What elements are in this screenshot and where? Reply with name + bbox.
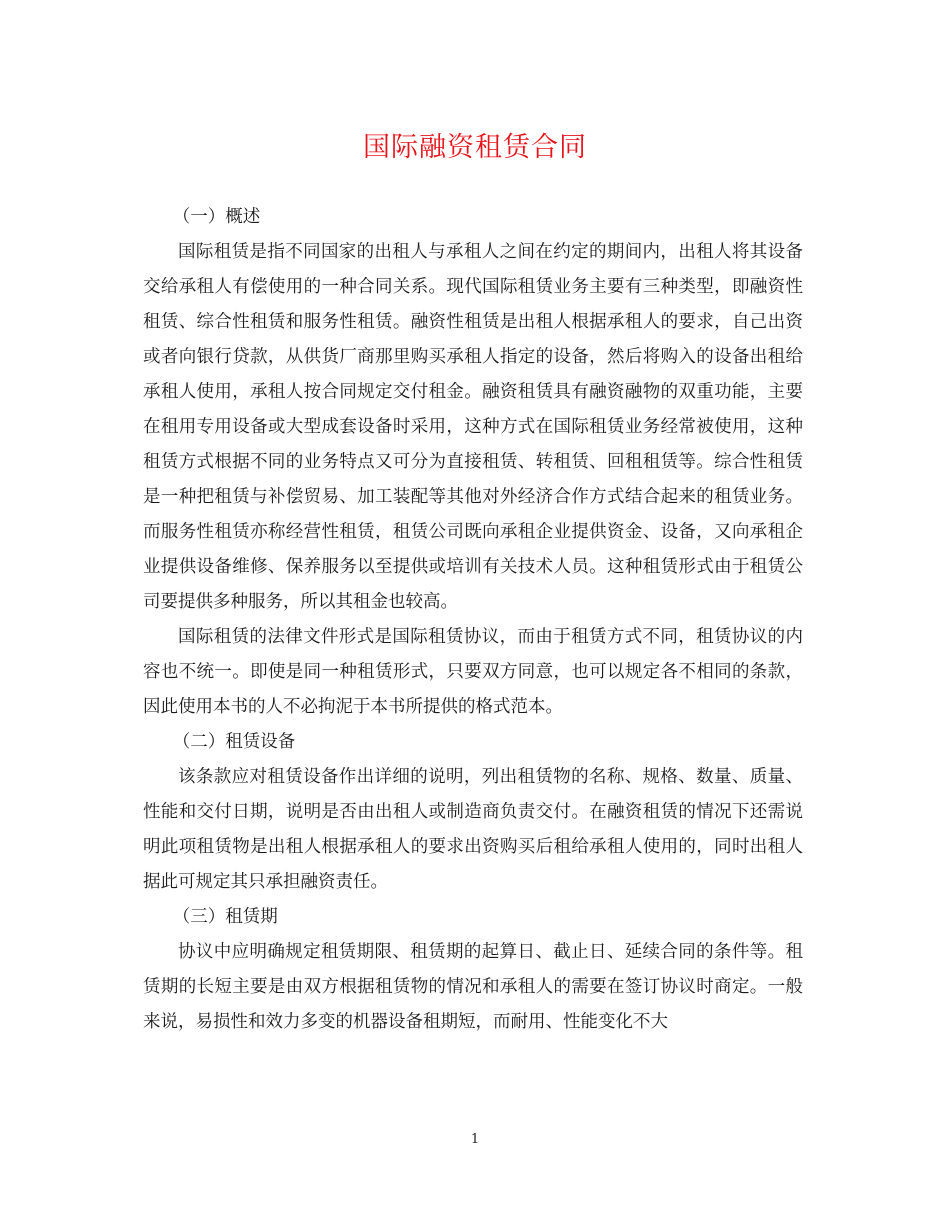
document-body: [143, 200, 803, 1040]
paragraph: 国际租赁的法律文件形式是国际租赁协议，而由于租赁方式不同，租赁协议的内容也不统一。即使是同一种租赁形式，只要双方同意，也可以规定各不相同的条款，因此使用本书的人不必拘泥于本书所提供的格式范本。: [143, 627, 803, 717]
section-heading: （一）概述: [172, 207, 261, 227]
paragraph: 该条款应对租赁设备作出详细的说明，列出租赁物的名称、规格、数量、质量、性能和交付日期，说明是否由出租人或制造商负责交付。在融资租赁的情况下还需说明此项租赁物是出租人根据承租人的要求出资购买后租给承租人使用的，同时出租人据此可规定其只承担融资责任。: [143, 767, 803, 892]
section-heading: （三）租赁期: [172, 907, 278, 927]
document-title: 国际融资租赁合同: [363, 132, 587, 163]
paragraph: 协议中应明确规定租赁期限、租赁期的起算日、截止日、延续合同的条件等。租赁期的长短主要是由双方根据租赁物的情况和承租人的需要在签订协议时商定。一般来说，易损性和效力多变的机器设备租期短，而耐用、性能变化不大: [143, 942, 803, 1032]
paragraph: 国际租赁是指不同国家的出租人与承租人之间在约定的期间内，出租人将其设备交给承租人有偿使用的一种合同关系。现代国际租赁业务主要有三种类型，即融资性租赁、综合性租赁和服务性租赁。融资性租赁是出租人根据承租人的要求，自己出资或者向银行贷款，从供货厂商那里购买承租人指定的设备，然后将购入的设备出租给承租人使用，承租人按合同规定交付租金。融资租赁具有融资融物的双重功能，主要在租用专用设备或大型成套设备时采用，这种方式在国际租赁业务经常被使用，这种租赁方式根据不同的业务特点又可分为直接租赁、转租赁、回租租赁等。综合性租赁是一种把租赁与补偿贸易、加工装配等其他对外经济合作方式结合起来的租赁业务。而服务性租赁亦称经营性租赁，租赁公司既向承租企业提供资金、设备，又向承租企业提供设备维修、保养服务以至提供或培训有关技术人员。这种租赁形式由于租赁公司要提供多种服务，所以其租金也较高。: [143, 242, 803, 612]
page-number: 1: [470, 1132, 480, 1147]
section-heading: （二）租赁设备: [172, 732, 296, 752]
